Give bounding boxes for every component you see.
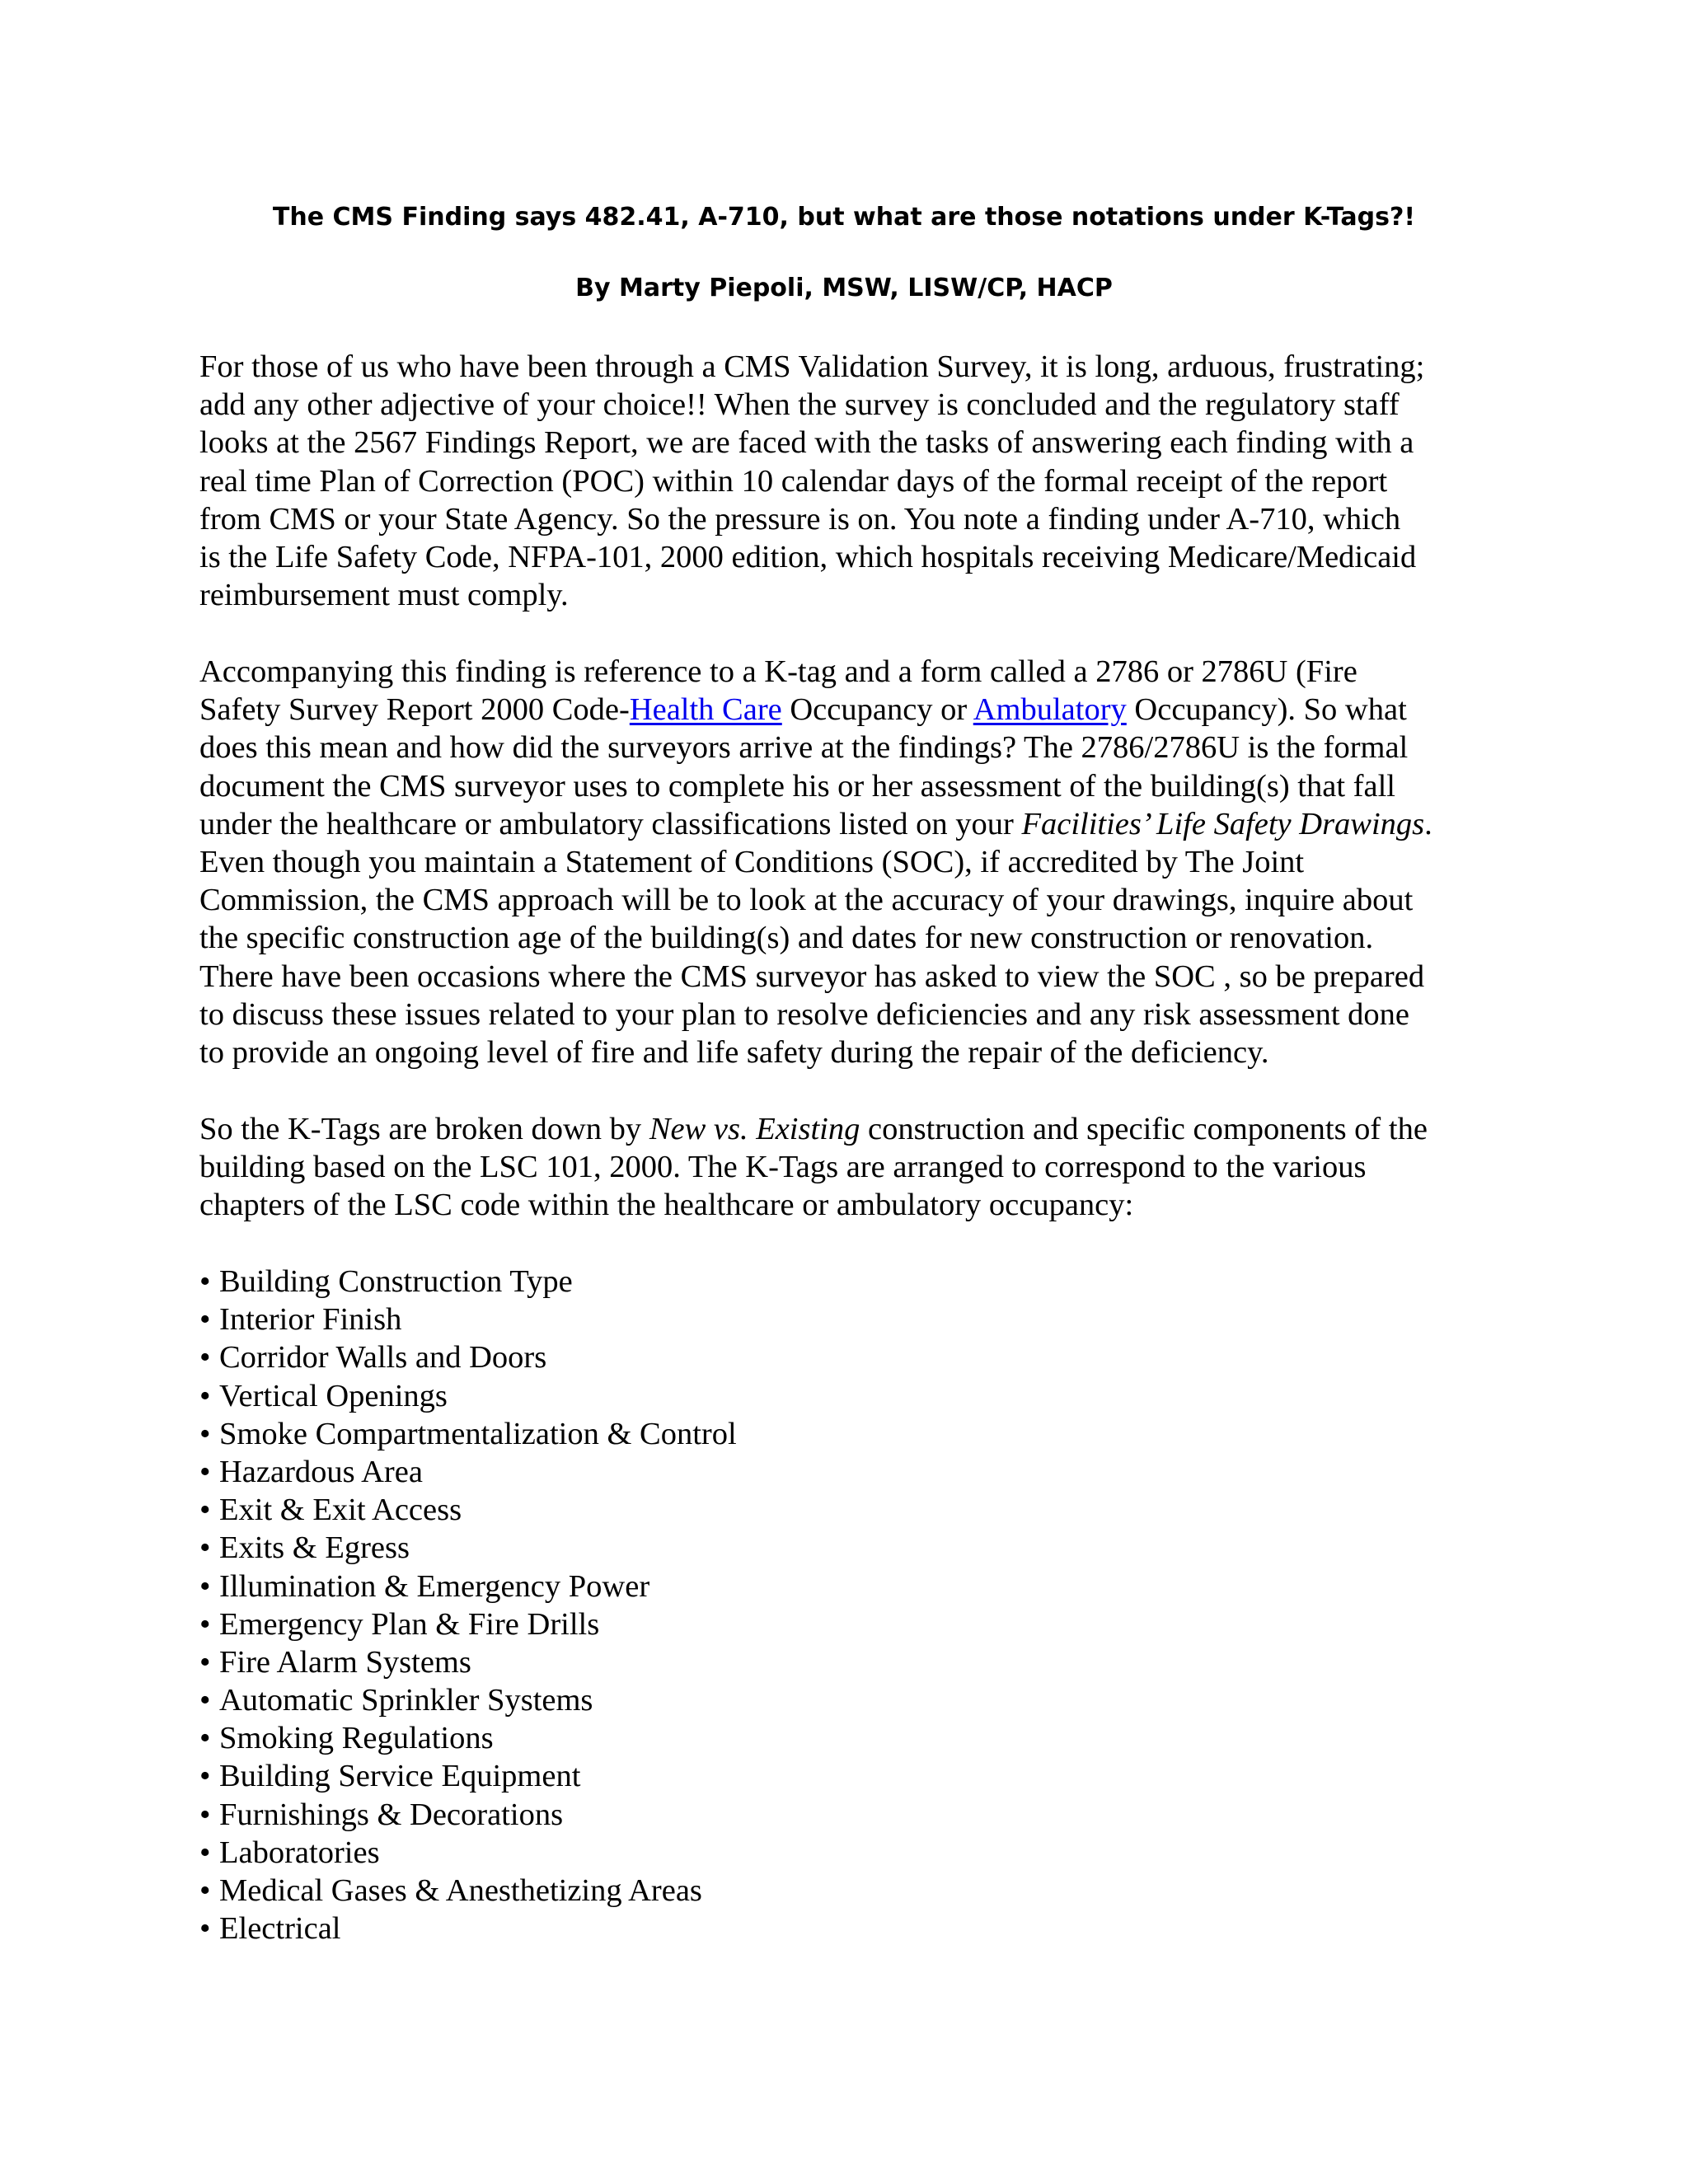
paragraph-text: Occupancy). So what xyxy=(1126,692,1407,728)
form-2786-paragraph xyxy=(199,653,1502,1071)
category-label: Medical Gases & Anesthetizing Areas xyxy=(219,1873,702,1908)
category-label: Smoking Regulations xyxy=(219,1721,494,1756)
paragraph-text: Safety Survey Report 2000 Code- xyxy=(199,692,630,728)
ktag-category-list xyxy=(199,1263,1189,1947)
paragraph-line xyxy=(199,1110,1502,1148)
list-item xyxy=(199,1719,1189,1757)
list-item xyxy=(199,1453,1189,1491)
list-item xyxy=(199,1757,1189,1795)
paragraph-line: looks at the 2567 Findings Report, we are faced with the tasks of answering each finding with a xyxy=(199,425,1414,461)
category-label: Interior Finish xyxy=(219,1302,402,1338)
paragraph-line: Accompanying this finding is reference to a K-tag and a form called a 2786 or 2786U (Fire xyxy=(199,654,1357,689)
category-label: Building Construction Type xyxy=(219,1264,573,1299)
paragraph-line: building based on the LSC 101, 2000. The K-Tags are arranged to correspond to the various xyxy=(199,1150,1367,1185)
paragraph-line: reimbursement must comply. xyxy=(199,578,569,613)
paragraph-line: document the CMS surveyor uses to complete his or her assessment of the building(s) that fall xyxy=(199,768,1395,804)
bullet-marker: • xyxy=(199,1835,211,1870)
paragraph-line: chapters of the LSC code within the healthcare or ambulatory occupancy: xyxy=(199,1188,1134,1223)
emphasized-text: Facilities’ Life Safety Drawings xyxy=(1021,806,1425,841)
paragraph-line: to provide an ongoing level of fire and life safety during the repair of the deficiency. xyxy=(199,1035,1269,1071)
bullet-marker: • xyxy=(199,1493,211,1528)
paragraph-text: construction and specific components of the xyxy=(860,1112,1428,1146)
list-item xyxy=(199,1834,1189,1872)
bullet-marker: • xyxy=(199,1340,211,1376)
list-item xyxy=(199,1529,1189,1567)
category-label: Automatic Sprinkler Systems xyxy=(219,1683,593,1718)
category-label: Laboratories xyxy=(219,1835,380,1870)
paragraph-line: from CMS or your State Agency. So the pressure is on. You note a finding under A-710, which xyxy=(199,501,1401,537)
bullet-marker: • xyxy=(199,1264,211,1299)
category-label: Illumination & Emergency Power xyxy=(219,1568,650,1604)
paragraph-text: Occupancy or xyxy=(781,692,973,728)
category-label: Emergency Plan & Fire Drills xyxy=(219,1606,600,1642)
list-item xyxy=(199,1301,1189,1338)
category-label: Electrical xyxy=(219,1911,341,1947)
bullet-marker: • xyxy=(199,1911,211,1947)
emphasized-text: New vs. Existing xyxy=(649,1112,860,1146)
bullet-marker: • xyxy=(199,1568,211,1604)
bullet-marker: • xyxy=(199,1530,211,1566)
list-item xyxy=(199,1568,1189,1605)
list-item xyxy=(199,1796,1189,1834)
list-item xyxy=(199,1681,1189,1719)
paragraph-text: under the healthcare or ambulatory classifications listed on your xyxy=(199,806,1022,841)
list-item xyxy=(199,1491,1189,1529)
paragraph-text: So the K-Tags are broken down by xyxy=(199,1112,649,1146)
paragraph-line xyxy=(199,691,1502,729)
bullet-marker: • xyxy=(199,1606,211,1642)
list-item xyxy=(199,1338,1189,1376)
paragraph-line: real time Plan of Correction (POC) within 10 calendar days of the formal receipt of the report xyxy=(199,463,1388,499)
category-label: Exit & Exit Access xyxy=(219,1493,462,1528)
list-item xyxy=(199,1643,1189,1681)
paragraph-line xyxy=(199,805,1502,843)
bullet-marker: • xyxy=(199,1416,211,1451)
list-item xyxy=(199,1415,1189,1453)
category-label: Vertical Openings xyxy=(219,1378,448,1413)
list-item xyxy=(199,1910,1189,1947)
list-item xyxy=(199,1605,1189,1643)
paragraph-line: For those of us who have been through a CMS Validation Survey, it is long, arduous, frustrating; xyxy=(199,349,1425,384)
list-item xyxy=(199,1377,1189,1415)
category-label: Corridor Walls and Doors xyxy=(219,1340,547,1376)
paragraph-line: There have been occasions where the CMS surveyor has asked to view the SOC , so be prepared xyxy=(199,958,1425,994)
list-item xyxy=(199,1872,1189,1910)
bullet-marker: • xyxy=(199,1302,211,1338)
paragraph-line: add any other adjective of your choice!! When the survey is concluded and the regulatory staff xyxy=(199,387,1400,423)
bullet-marker: • xyxy=(199,1873,211,1908)
bullet-marker: • xyxy=(199,1454,211,1489)
category-label: Smoke Compartmentalization & Control xyxy=(219,1416,737,1451)
bullet-marker: • xyxy=(199,1683,211,1718)
category-label: Fire Alarm Systems xyxy=(219,1644,471,1680)
category-label: Building Service Equipment xyxy=(219,1759,581,1794)
paragraph-line: to discuss these issues related to your plan to resolve deficiencies and any risk assessment done xyxy=(199,996,1409,1032)
bullet-marker: • xyxy=(199,1644,211,1680)
health-care-link[interactable]: Health Care xyxy=(629,692,782,728)
paragraph-line: is the Life Safety Code, NFPA-101, 2000 edition, which hospitals receiving Medicare/Medicaid xyxy=(199,540,1417,575)
intro-paragraph xyxy=(199,348,1502,614)
bullet-marker: • xyxy=(199,1378,211,1413)
bullet-marker: • xyxy=(199,1797,211,1832)
list-item xyxy=(199,1263,1189,1301)
bullet-marker: • xyxy=(199,1759,211,1794)
author-byline: By Marty Piepoli, MSW, LISW/CP, HACP xyxy=(575,274,1113,302)
category-label: Furnishings & Decorations xyxy=(219,1797,564,1832)
document-title: The CMS Finding says 482.41, A-710, but what are those notations under K-Tags?! xyxy=(272,203,1416,232)
paragraph-text: . xyxy=(1424,806,1432,841)
ambulatory-link[interactable]: Ambulatory xyxy=(973,692,1127,728)
bullet-marker: • xyxy=(199,1721,211,1756)
paragraph-line: the specific construction age of the building(s) and dates for new construction or renovation. xyxy=(199,921,1374,956)
paragraph-line: Even though you maintain a Statement of Conditions (SOC), if accredited by The Joint xyxy=(199,845,1305,880)
paragraph-line: does this mean and how did the surveyors arrive at the findings? The 2786/2786U is the formal xyxy=(199,730,1409,766)
ktags-paragraph xyxy=(199,1110,1502,1225)
paragraph-line: Commission, the CMS approach will be to look at the accuracy of your drawings, inquire about xyxy=(199,883,1414,918)
category-label: Hazardous Area xyxy=(219,1454,423,1489)
category-label: Exits & Egress xyxy=(219,1530,410,1566)
